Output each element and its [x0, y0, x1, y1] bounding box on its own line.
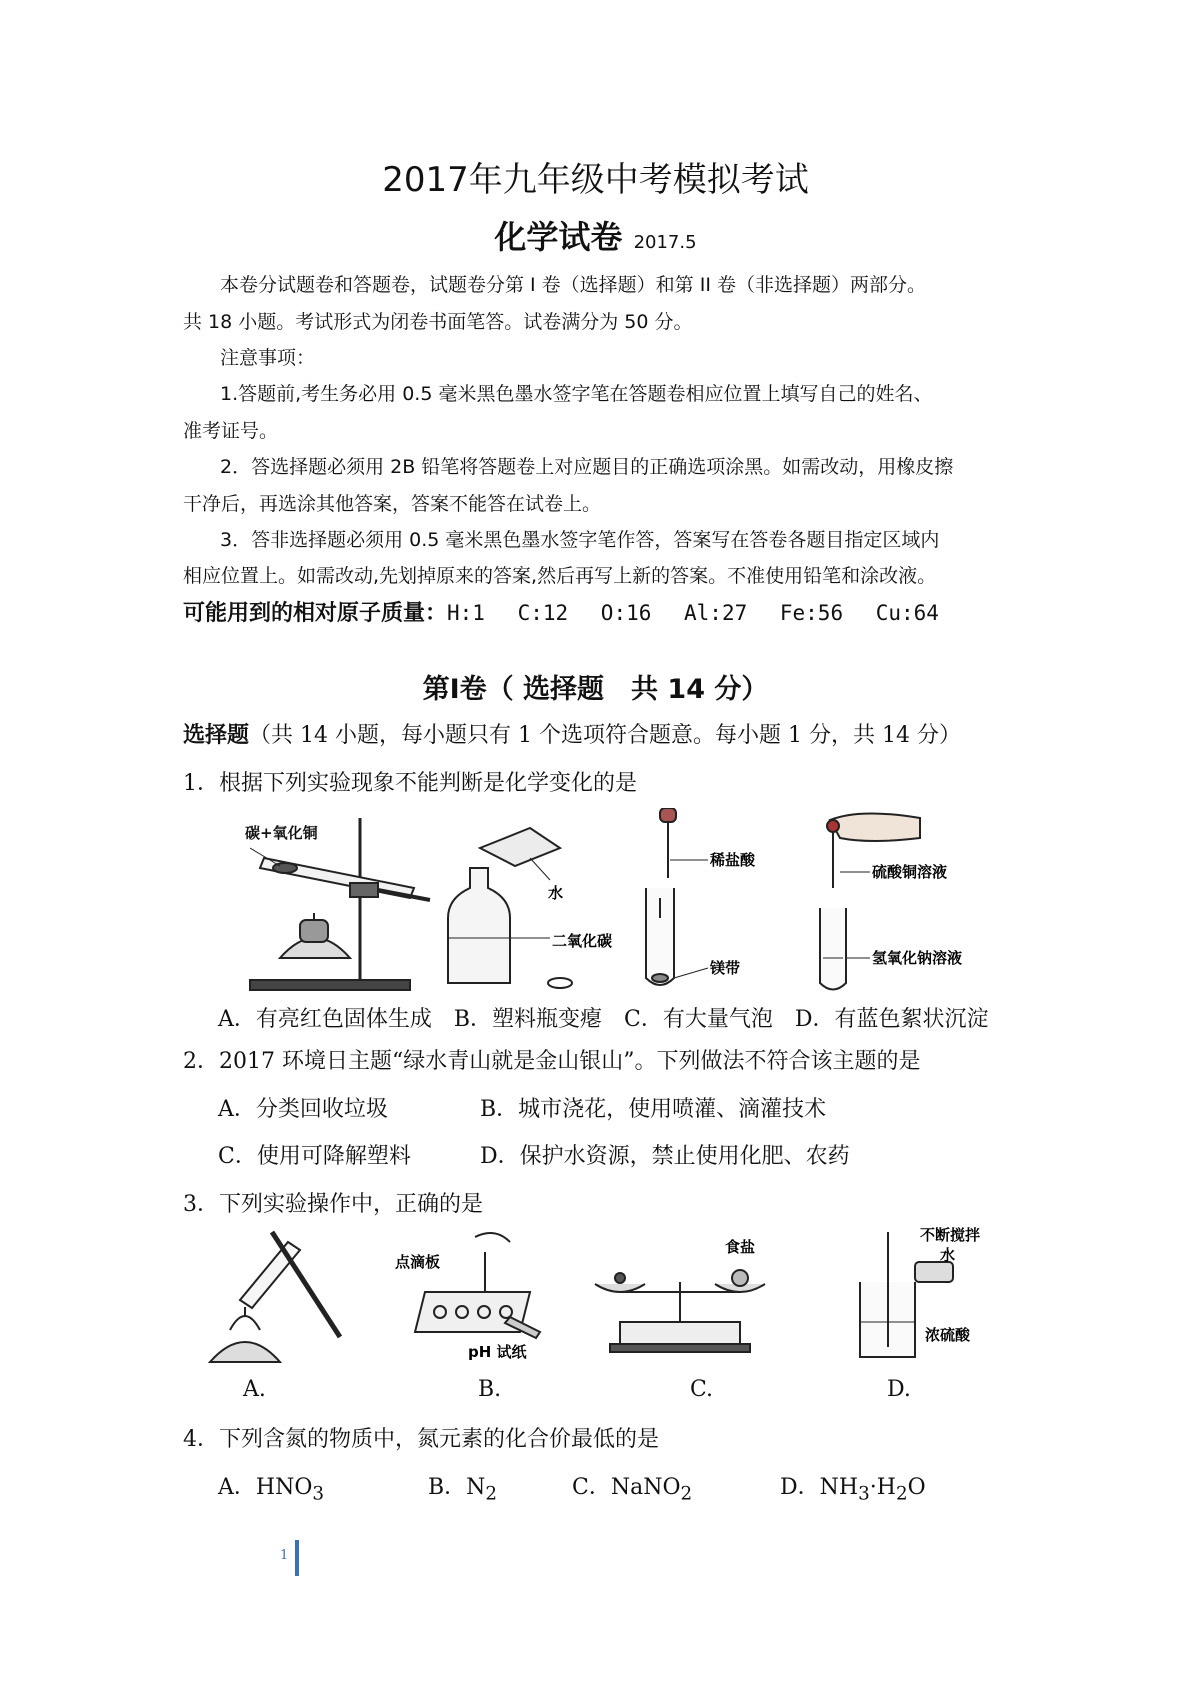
q4-c-sub: 2 — [680, 1483, 693, 1505]
q1-options: A．有亮红色固体生成 B．塑料瓶变瘪 C．有大量气泡 D．有蓝色絮状沉淀 — [218, 1007, 989, 1032]
q3-fig-c-label-salt: 食盐 — [725, 1238, 756, 1256]
notice-heading: 注意事项： — [220, 347, 316, 369]
q4-d-mid: ·H — [869, 1475, 896, 1500]
q3-option-d: D. — [887, 1377, 911, 1402]
q1-fig-b-label-water: 水 — [548, 884, 564, 902]
q3-option-b: B. — [478, 1377, 502, 1402]
section-lead-bold: 选择题 — [183, 723, 250, 748]
q1-fig-b-label-co2: 二氧化碳 — [552, 932, 613, 950]
q4-d-text: D．NH — [780, 1475, 859, 1500]
q4-b-text: B．N — [428, 1475, 486, 1500]
q3-fig-b-label-ph: pH 试纸 — [468, 1343, 527, 1361]
page-number: 1 — [280, 1548, 289, 1563]
section-lead-text: （共 14 小题，每小题只有 1 个选项符合题意。每小题 1 分，共 14 分） — [249, 723, 961, 748]
q1-figures — [230, 808, 1030, 998]
q4-option-b — [428, 1470, 497, 1504]
notice-2a: 2．答选择题必须用 2B 铅笔将答题卷上对应题目的正确选项涂黑。如需改动，用橡皮擦 — [220, 456, 954, 478]
atomic-mass-values: H:1 C:12 O:16 Al:27 Fe:56 Cu:64 — [447, 601, 939, 625]
section-lead — [183, 718, 961, 749]
q4-d-sub2: 2 — [895, 1483, 908, 1505]
q2-option-d: D．保护水资源，禁止使用化肥、农药 — [480, 1144, 850, 1169]
q4-b-sub: 2 — [485, 1483, 498, 1505]
exam-title: 2017年九年级中考模拟考试 — [382, 160, 809, 200]
q4-option-d — [780, 1470, 926, 1504]
page-number-bar — [295, 1540, 299, 1576]
intro-line-2: 共 18 小题。考试形式为闭卷书面笔答。试卷满分为 50 分。 — [183, 311, 693, 333]
q4-c-text: C．NaNO — [572, 1475, 681, 1500]
notice-3a: 3．答非选择题必须用 0.5 毫米黑色墨水签字笔作答，答案写在答卷各题目指定区域内 — [220, 529, 940, 551]
q1-fig-d-label-naoh: 氢氧化钠溶液 — [872, 949, 963, 967]
q1-fig-c — [646, 808, 708, 985]
q3-stem: 3．下列实验操作中，正确的是 — [183, 1192, 483, 1217]
q1-fig-d-label-cuso4: 硫酸铜溶液 — [872, 863, 948, 881]
q4-option-a — [218, 1470, 324, 1504]
q4-d-sub1: 3 — [858, 1483, 870, 1505]
q3-option-a: A. — [243, 1377, 266, 1402]
q1-fig-a-label: 碳+氧化铜 — [245, 824, 318, 842]
intro-line-1: 本卷分试题卷和答题卷，试题卷分第 I 卷（选择题）和第 II 卷（非选择题）两部分。 — [220, 274, 926, 296]
q4-d-post: O — [907, 1475, 926, 1500]
q3-fig-a — [210, 1232, 340, 1362]
q2-stem: 2．2017 环境日主题“绿水青山就是金山银山”。下列做法不符合该主题的是 — [183, 1049, 921, 1074]
q3-figures — [200, 1222, 1020, 1372]
q4-option-c — [572, 1470, 692, 1504]
notice-1b: 准考证号。 — [183, 420, 279, 442]
notice-1a: 1.答题前,考生务必用 0.5 毫米黑色墨水签字笔在答题卷相应位置上填写自己的姓名、 — [220, 383, 933, 405]
section-title: 第Ⅰ卷（ 选择题 共 14 分） — [422, 674, 769, 705]
q2-option-b: B．城市浇花，使用喷灌、滴灌技术 — [480, 1097, 827, 1122]
q3-fig-d-label-acid: 浓硫酸 — [925, 1326, 971, 1344]
q1-fig-a — [250, 818, 430, 990]
notice-2b: 干净后，再选涂其他答案，答案不能答在试卷上。 — [183, 493, 602, 515]
q2-option-c: C．使用可降解塑料 — [218, 1144, 411, 1169]
q1-fig-c-label-acid: 稀盐酸 — [710, 851, 756, 869]
q3-fig-d-label-water: 水 — [940, 1246, 956, 1264]
atomic-mass-label: 可能用到的相对原子质量： — [183, 601, 448, 626]
notice-3b: 相应位置上。如需改动,先划掉原来的答案,然后再写上新的答案。不准使用铅笔和涂改液。 — [183, 565, 937, 587]
q1-fig-c-label-mg: 镁带 — [710, 959, 741, 977]
q4-stem: 4．下列含氮的物质中，氮元素的化合价最低的是 — [183, 1427, 659, 1452]
q3-fig-b-label-plate: 点滴板 — [395, 1253, 441, 1271]
exam-date: 2017.5 — [633, 232, 697, 253]
q3-option-c: C. — [690, 1377, 714, 1402]
q3-fig-b — [415, 1233, 540, 1338]
atomic-mass-line — [183, 596, 939, 627]
q1-stem: 1．根据下列实验现象不能判断是化学变化的是 — [183, 771, 637, 796]
subtitle-text: 化学试卷 — [494, 218, 623, 256]
exam-subtitle — [0, 212, 1191, 258]
q3-fig-d-label-stir: 不断搅拌 — [920, 1226, 981, 1244]
q2-option-a: A．分类回收垃圾 — [218, 1097, 388, 1122]
q3-fig-c — [595, 1270, 765, 1352]
q4-a-text: A．HNO — [218, 1475, 313, 1500]
q4-a-sub: 3 — [312, 1483, 325, 1505]
q1-fig-b — [448, 828, 572, 988]
